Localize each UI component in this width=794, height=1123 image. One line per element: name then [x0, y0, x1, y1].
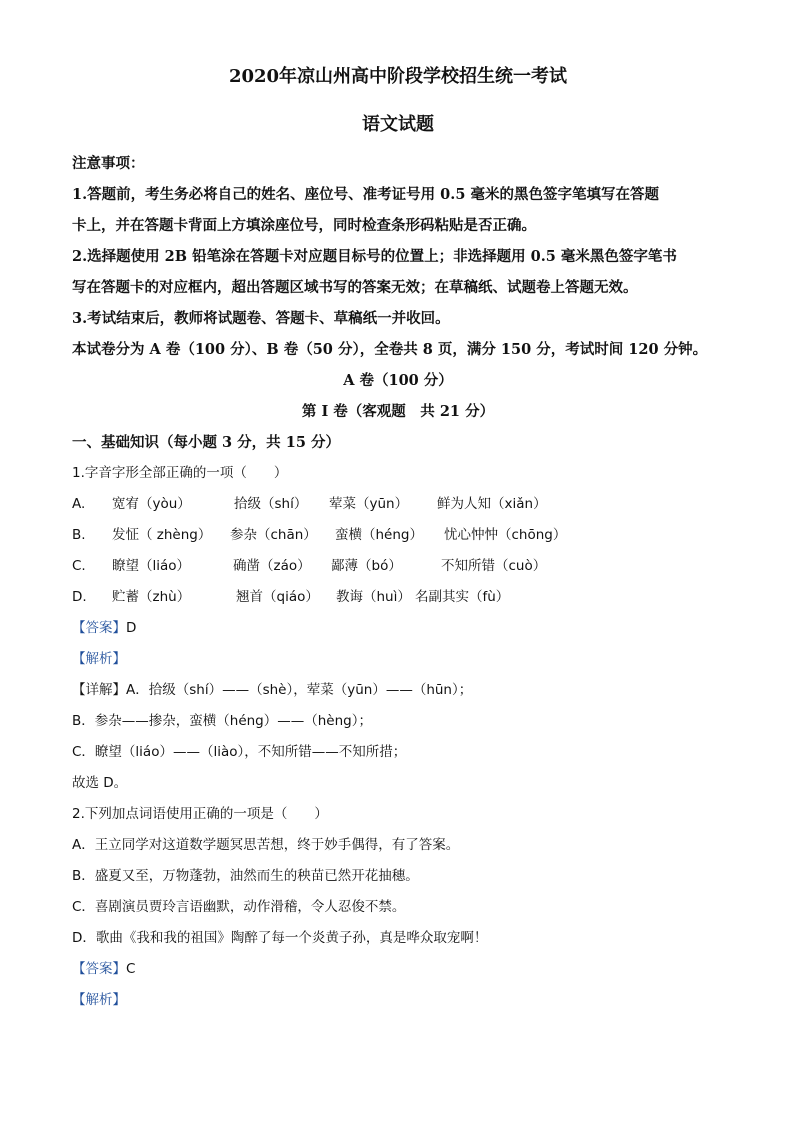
section-a-title: A 卷（100 分）: [343, 372, 453, 389]
option-item: 贮蓄（zhù）: [112, 589, 191, 605]
page-subtitle: 语文试题: [362, 114, 434, 135]
question-2-option-a: A．王立同学对这道数学题冥思苦想，终于妙手偶得，有了答案。: [72, 837, 460, 853]
answer-value: D: [126, 620, 137, 636]
detail-line: 【详解】A．拾级（shí）——（shè），荤菜（yūn）——（hūn）；: [72, 682, 473, 698]
analysis-label: 【解析】: [72, 992, 126, 1008]
option-item: 参杂（chān）: [230, 527, 317, 543]
option-item: 瞭望（liáo）: [112, 558, 191, 574]
option-item: 确凿（záo）: [233, 558, 311, 574]
notice-heading: 注意事项：: [72, 155, 145, 172]
notice-line: 卡上，并在答题卡背面上方填涂座位号，同时检查条形码粘贴是否正确。: [72, 217, 536, 234]
question-1-option-c: [72, 551, 724, 582]
option-item: 教诲（huì）: [336, 589, 411, 605]
page-title: 2020年凉山州高中阶段学校招生统一考试: [228, 66, 568, 87]
option-letter: A.: [72, 496, 86, 512]
option-item: 荤菜（yūn）: [329, 496, 409, 512]
notice-line: 2.选择题使用 2B 铅笔涂在答题卡对应题目标号的位置上；非选择题用 0.5 毫米黑色签字笔书: [72, 248, 677, 265]
option-letter: C.: [72, 558, 86, 574]
question-1-option-d: [72, 582, 724, 613]
notice-line: 3.考试结束后，教师将试题卷、答题卡、草稿纸一并收回。: [72, 310, 450, 327]
question-2-option-b: B．盛夏又至，万物蓬勃，油然而生的秧苗已然开花抽穗。: [72, 868, 419, 884]
answer-value: C: [126, 961, 136, 977]
exam-page: [72, 64, 724, 1016]
option-item: 蛮横（héng）: [335, 527, 423, 543]
option-item: 翘首（qiáo）: [236, 589, 319, 605]
option-item: 不知所错（cuò）: [441, 558, 547, 574]
option-item: 名副其实（fù）: [415, 589, 510, 605]
answer-label: 【答案】: [72, 961, 126, 977]
option-item: 发怔（ zhèng）: [112, 527, 212, 543]
question-1-option-a: [72, 489, 724, 520]
option-item: 宽宥（yòu）: [112, 496, 191, 512]
option-item: 拾级（shí）: [234, 496, 308, 512]
section-heading: 一、基础知识（每小题 3 分，共 15 分）: [72, 434, 340, 451]
question-2-option-c: C．喜剧演员贾玲言语幽默，动作滑稽，令人忍俊不禁。: [72, 899, 406, 915]
answer-line: [72, 954, 724, 985]
option-letter: B.: [72, 527, 86, 543]
detail-line: 故选 D。: [72, 775, 128, 791]
analysis-label: 【解析】: [72, 651, 126, 667]
notice-line: 本试卷分为 A 卷（100 分）、B 卷（50 分），全卷共 8 页，满分 150 分，考试时间 120 分钟。: [72, 341, 708, 358]
option-item: 鲜为人知（xiǎn）: [437, 496, 547, 512]
detail-line: C．瞭望（liáo）——（liào），不知所错——不知所措；: [72, 744, 407, 760]
option-letter: D.: [72, 589, 87, 605]
question-2-option-d: D．歌曲《我和我的祖国》陶醉了每一个炎黄子孙，真是哗众取宠啊！: [72, 930, 488, 946]
option-item: 鄙薄（bó）: [331, 558, 402, 574]
notice-line: 1.答题前，考生务必将自己的姓名、座位号、准考证号用 0.5 毫米的黑色签字笔填写在答题: [72, 186, 659, 203]
detail-line: B．参杂——掺杂，蛮横（héng）——（hèng）；: [72, 713, 372, 729]
question-2-stem: 2.下列加点词语使用正确的一项是（ ）: [72, 806, 328, 822]
answer-line: [72, 613, 724, 644]
notice-line: 写在答题卡的对应框内，超出答题区域书写的答案无效；在草稿纸、试题卷上答题无效。: [72, 279, 638, 296]
answer-label: 【答案】: [72, 620, 126, 636]
part-one-title: 第 I 卷（客观题 共 21 分）: [301, 403, 495, 420]
option-item: 忧心忡忡（chōng）: [444, 527, 567, 543]
question-1-option-b: [72, 520, 724, 551]
question-1-stem: 1.字音字形全部正确的一项（ ）: [72, 465, 288, 481]
